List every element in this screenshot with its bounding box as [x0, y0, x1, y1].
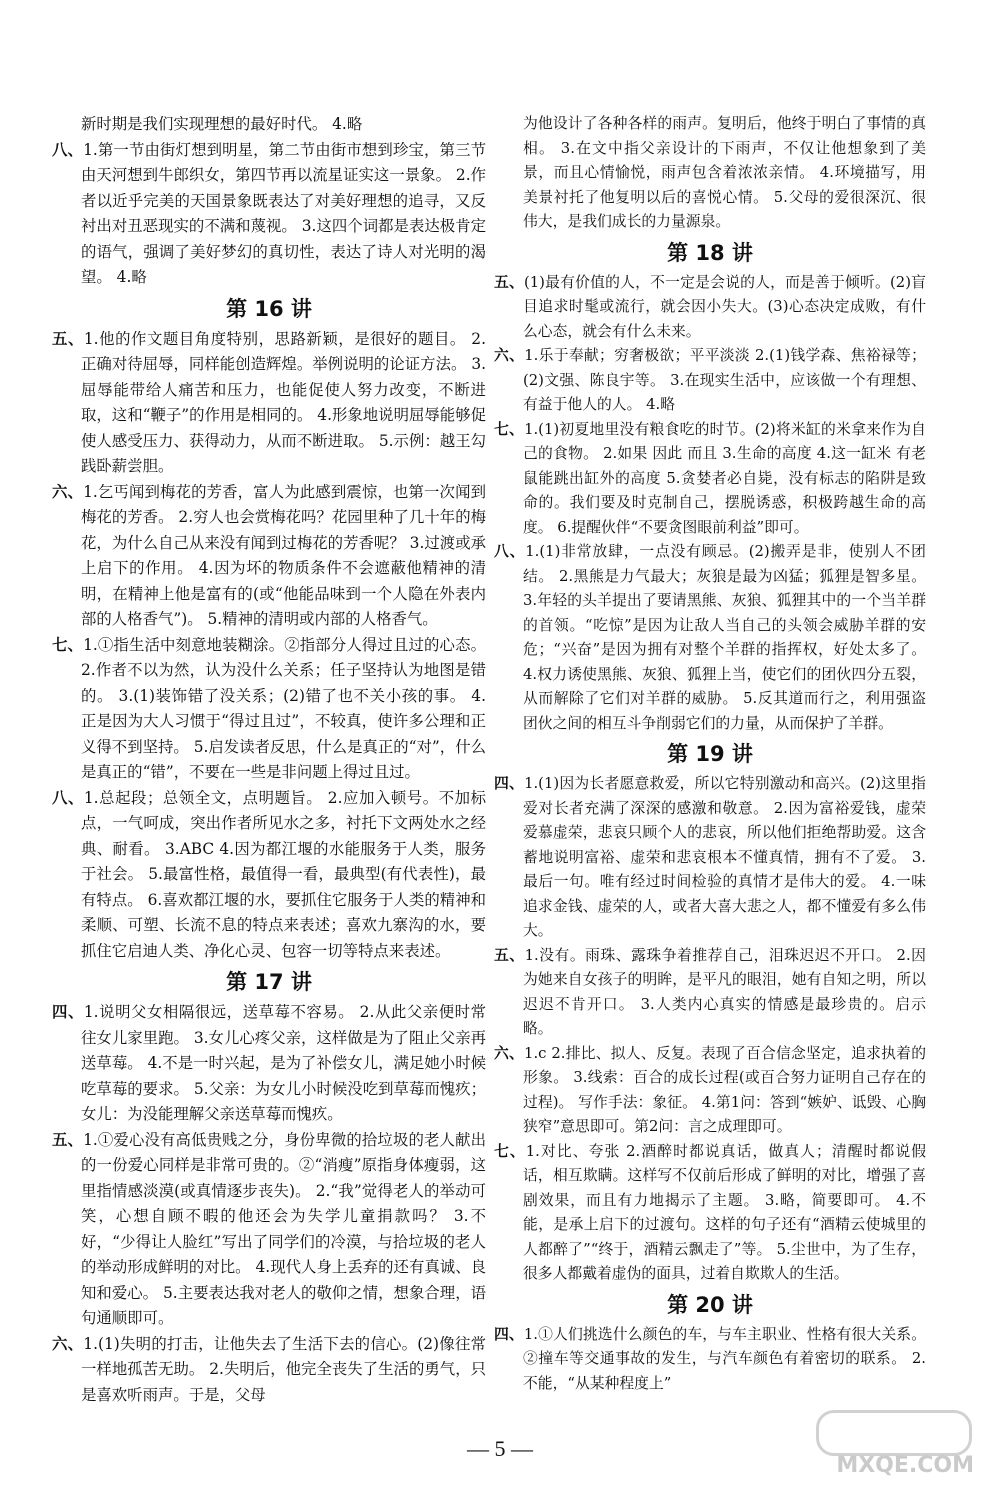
- section-label: 六、: [494, 347, 525, 364]
- section-label: 八、: [52, 140, 84, 159]
- lecture-heading: 第 16 讲: [226, 296, 312, 321]
- answer-block: [494, 1042, 926, 1140]
- answer-continued: 为他设计了各种各样的雨声。复明后，他终于明白了事情的真相。 3.在文中指父亲设计的下雨声，不仅让他想象到了美景，而且心情愉悦，雨声包含着浓浓亲情。 4.环境描写，用美景衬托了他复明以后的喜悦心情。 5.父母的爱很深沉、很伟大，是我们成长的力量源泉。: [523, 115, 926, 230]
- answer-text: 1.①爱心没有高低贵贱之分，身份卑微的拾垃圾的老人献出的一份爱心同样是非常可贵的。②“消瘦”原指身体瘦弱，这里指情感淡漠(或真情逐步丧失)。 2.“我”觉得老人的举动可笑，心想自顾不暇的他还会为失学儿童捐款吗？ 3.不好，“少得让人脸红”写出了同学们的冷漠，与拾垃圾的老人的举动形成鲜明的对比。 4.现代人身上丢弃的还有真诚、良知和爱心。 5.主要表达我对老人的敬仰之情，想象合理，语句通顺即可。: [81, 1130, 486, 1327]
- section-label: 七、: [494, 1142, 526, 1160]
- answer-text: 1.c 2.排比、拟人、反复。表现了百合信念坚定，追求执着的形象。 3.线索：百合的成长过程(或百合努力证明自己存在的过程)。 写作手法：象征。 4.第1问：答到“嫉妒、诋毁、心胸狭窄”意思即可。第2问：言之成理即可。: [523, 1044, 926, 1135]
- answer-text: 1.第一节由街灯想到明星，第二节由街市想到珍宝，第三节由天河想到牛郎织女，第四节再以流星证实这一景象。 2.作者以近乎完美的天国景象既表达了对美好理想的追寻，又反衬出对丑恶现实的不满和蔑视。 3.这四个词都是表达极肯定的语气，强调了美好梦幻的真切性，表达了诗人对光明的渴望。 4.略: [81, 140, 486, 286]
- answer-block: [494, 344, 926, 418]
- answer-text: 1.他的作文题目角度特别，思路新颖，是很好的题目。 2.正确对待屈辱，同样能创造辉煌。举例说明的论证方法。 3.屈辱能带给人痛苦和压力，也能促使人努力改变，不断进取，这和“鞭子”的作用是相同的。 4.形象地说明屈辱能够促使人感受压力、获得动力，从而不断进取。 5.示例：越王勾践卧薪尝胆。: [81, 329, 486, 475]
- section-label: 五、: [494, 946, 525, 964]
- answer-block: [52, 1000, 486, 1128]
- section-label: 四、: [52, 1003, 84, 1021]
- answer-text: 1.(1)初夏地里没有粮食吃的时节。(2)将米缸的米拿来作为自己的食物。 2.如果 因此 而且 3.生命的高度 4.这一缸米 有老鼠能跳出缸外的高度 5.贪婪者必自毙，没有标志的陷阱是致命的。我们要及时克制自己，摆脱诱惑，积极跨越生命的高度。 6.提醒伙伴“不要贪图眼前利益”即可。: [523, 420, 926, 536]
- section-label: 七、: [494, 420, 525, 438]
- answer-block: [52, 1332, 486, 1409]
- answer-block: [52, 633, 486, 786]
- answer-text: (1)最有价值的人，不一定是会说的人，而是善于倾听。(2)盲目追求时髦或流行，就会因小失大。(3)心态决定成败，有什么心态，就会有什么未来。: [523, 273, 926, 340]
- answer-block: [52, 138, 486, 291]
- section-label: 八、: [52, 788, 84, 807]
- section-label: 八、: [494, 543, 526, 560]
- right-column: [494, 112, 926, 1396]
- answer-text: 1.①人们挑选什么颜色的车，与车主职业、性格有很大关系。②撞车等交通事故的发生，与汽车颜色有着密切的联系。 2.不能，“从某种程度上”: [523, 1325, 926, 1392]
- answer-block: [52, 1128, 486, 1332]
- answer-block: [52, 327, 486, 480]
- answer-block: [494, 944, 926, 1042]
- section-label: 五、: [52, 329, 84, 348]
- section-label: 四、: [494, 1325, 524, 1343]
- watermark-logo-icon: [816, 1410, 972, 1456]
- answer-block: [494, 418, 926, 541]
- section-label: 五、: [494, 273, 524, 291]
- section-label: 四、: [494, 775, 525, 792]
- answer-block: [494, 271, 926, 345]
- watermark: [810, 1408, 980, 1478]
- answer-text: 1.说明父女相隔很远，送草莓不容易。 2.从此父亲便时常往女儿家里跑。 3.女儿心疼父亲，这样做是为了阻止父亲再送草莓。 4.不是一时兴起，是为了补偿女儿，满足她小时候吃草莓的要求。 5.父亲：为女儿小时候没吃到草莓而愧疚；女儿：为没能理解父亲送草莓而愧疚。: [81, 1003, 486, 1123]
- section-label: 七、: [52, 635, 84, 654]
- answer-text: 1.①指生活中刻意地装糊涂。②指部分人得过且过的心态。 2.作者不以为然，认为没什么关系；任子坚持认为地图是错的。 3.(1)装饰错了没关系；(2)错了也不关小孩的事。 4.正是因为大人习惯于“得过且过”，不较真，使许多公理和正义得不到坚持。 5.启发读者反思，什么是真正的“对”，什么是真正的“错”，不要在一些是非问题上得过且过。: [81, 635, 486, 781]
- answer-text: 1.对比、夸张 2.酒醉时都说真话，做真人；清醒时都说假话，相互欺瞒。这样写不仅前后形成了鲜明的对比，增强了喜剧效果，而且有力地揭示了主题。 3.略，简要即可。 4.不能，是承上启下的过渡句。这样的句子还有“酒精云使城里的人都醉了”“终于，酒精云飘走了”等。 5.尘世中，为了生存，很多人都戴着虚伪的面具，过着自欺欺人的生活。: [523, 1142, 926, 1282]
- answer-block: [494, 540, 926, 736]
- section-label: 六、: [52, 1334, 84, 1353]
- answer-text: 1.(1)因为长者愿意救爱，所以它特别激动和高兴。(2)这里指爱对长者充满了深深的感激和敬意。 2.因为富裕爱钱，虚荣爱慕虚荣，悲哀只顾个人的悲哀，所以他们拒绝帮助爱。这含蓄地说明富裕、虚荣和悲哀根本不懂真情，拥有不了爱。 3.最后一句。唯有经过时间检验的真情才是伟大的爱。 4.一味追求金钱、虚荣的人，或者大喜大悲之人，都不懂爱有多么伟大。: [523, 775, 926, 939]
- answer-text: 1.没有。雨珠、露珠争着推荐自己，泪珠迟迟不开口。 2.因为她来自女孩子的明眸，是平凡的眼泪，她有自知之明，所以迟迟不肯开口。 3.人类内心真实的情感是最珍贵的。启示略。: [523, 946, 926, 1037]
- answer-block: [52, 786, 486, 965]
- page-number: — 5 —: [467, 1436, 533, 1461]
- section-label: 五、: [52, 1130, 84, 1149]
- lecture-heading: 第 20 讲: [667, 1292, 753, 1317]
- lecture-heading: 第 19 讲: [667, 742, 753, 766]
- answer-block: [494, 1140, 926, 1287]
- section-label: 六、: [494, 1044, 525, 1062]
- answer-text: 1.(1)非常放肆，一点没有顾忌。(2)搬弄是非，使别人不团结。 2.黑熊是力气最大；灰狼是最为凶猛；狐狸是智多星。 3.年轻的头羊提出了要请黑熊、灰狼、狐狸其中的一个当羊群的首领。“吃惊”是因为让敌人当自己的头领会威胁羊群的安危；“兴奋”是因为拥有对整个羊群的指挥权，好处太多了。 4.权力诱使黑熊、灰狼、狐狸上当，使它们的团伙四分五裂，从而解除了它们对羊群的威胁。 5.反其道而行之，利用强盗团伙之间的相互斗争削弱它们的力量，从而保护了羊群。: [523, 543, 926, 732]
- answer-text: 1.乐于奉献；穷奢极欲；平平淡淡 2.(1)钱学森、焦裕禄等；(2)文强、陈良宇等。 3.在现实生活中，应该做一个有理想、有益于他人的人。 4.略: [523, 347, 926, 413]
- watermark-text: MXQE.COM: [836, 1453, 974, 1478]
- lecture-heading: 第 18 讲: [667, 240, 753, 265]
- left-column: [52, 112, 486, 1408]
- answer-block: [52, 480, 486, 633]
- section-label: 六、: [52, 482, 84, 501]
- answer-text: 1.(1)失明的打击，让他失去了生活下去的信心。(2)像往常一样地孤苦无助。 2.失明后，他完全丧失了生活的勇气，只是喜欢听雨声。于是，父母: [81, 1334, 486, 1404]
- answer-continued: 新时期是我们实现理想的最好时代。 4.略: [81, 115, 363, 133]
- lecture-heading: 第 17 讲: [226, 970, 312, 994]
- answer-block: [494, 772, 926, 944]
- answer-text: 1.乞丐闻到梅花的芳香，富人为此感到震惊，也第一次闻到梅花的芳香。 2.穷人也会赏梅花吗？花园里种了几十年的梅花，为什么自己从来没有闻到过梅花的芳香呢？ 3.过渡或承上启下的作用。 4.因为坏的物质条件不会遮蔽他精神的清明，在精神上他是富有的(或“他能品味到一个人隐在外表内部的人格香气”)。 5.精神的清明或内部的人格香气。: [81, 482, 486, 628]
- answer-block: [494, 1323, 926, 1397]
- answer-text: 1.总起段；总领全文，点明题旨。 2.应加入顿号。不加标点，一气呵成，突出作者所见水之多，衬托下文两处水之经典、耐看。 3.ABC 4.因为都江堰的水能服务于人类，服务于社会。 5.最富性格，最值得一看，最典型(有代表性)，最有特点。 6.喜欢都江堰的水，要抓住它服务于人类的精神和柔顺、可塑、长流不息的特点来表述；喜欢九寨沟的水，要抓住它启迪人类、净化心灵、包容一切等特点来表述。: [81, 788, 486, 960]
